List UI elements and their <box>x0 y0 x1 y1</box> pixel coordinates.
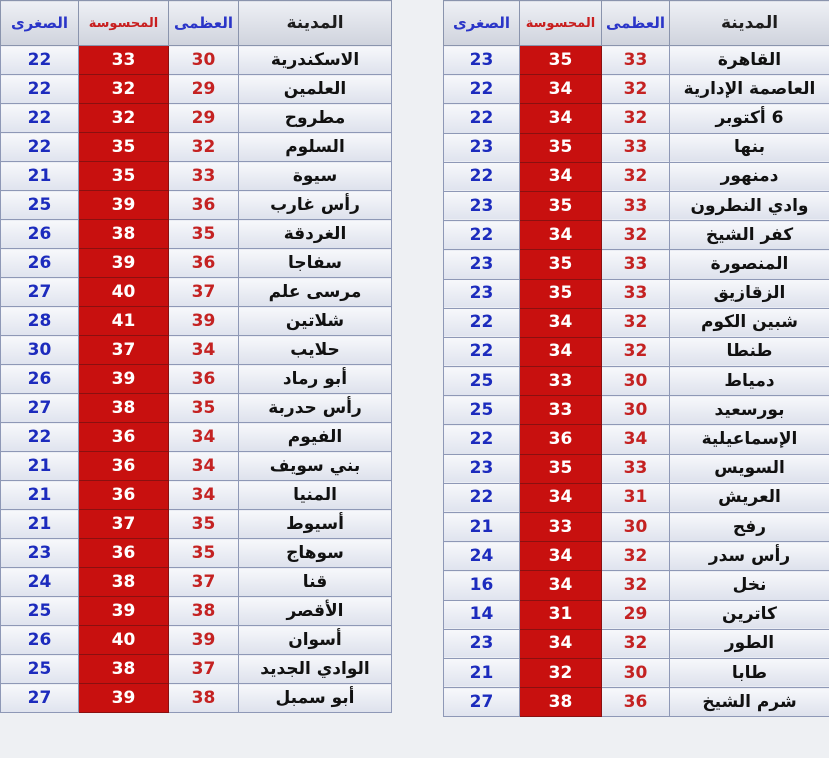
header-feels: المحسوسة <box>520 1 602 46</box>
max-temp-cell: 32 <box>602 571 670 600</box>
feels-like-cell: 33 <box>79 46 169 75</box>
city-name-cell: مرسى علم <box>239 278 392 307</box>
min-temp-cell: 22 <box>1 46 79 75</box>
max-temp-cell: 32 <box>602 75 670 104</box>
feels-like-cell: 38 <box>520 688 602 717</box>
header-max: العظمى <box>169 1 239 46</box>
min-temp-cell: 22 <box>444 308 520 337</box>
table-row <box>444 337 829 366</box>
max-temp-cell: 29 <box>602 600 670 629</box>
max-temp-cell: 34 <box>169 452 239 481</box>
table-row <box>444 104 829 133</box>
feels-like-cell: 33 <box>520 396 602 425</box>
city-name-cell: سفاجا <box>239 249 392 278</box>
min-temp-cell: 23 <box>444 629 520 658</box>
table-row <box>1 394 392 423</box>
min-temp-cell: 23 <box>1 539 79 568</box>
header-min: الصغرى <box>1 1 79 46</box>
feels-like-cell: 34 <box>520 483 602 512</box>
feels-like-cell: 35 <box>79 133 169 162</box>
min-temp-cell: 21 <box>1 481 79 510</box>
header-feels: المحسوسة <box>79 1 169 46</box>
max-temp-cell: 30 <box>602 396 670 425</box>
max-temp-cell: 34 <box>169 336 239 365</box>
city-name-cell: طنطا <box>670 337 829 366</box>
min-temp-cell: 22 <box>1 75 79 104</box>
min-temp-cell: 23 <box>444 191 520 220</box>
city-name-cell: الفيوم <box>239 423 392 452</box>
feels-like-cell: 33 <box>520 367 602 396</box>
header-city: المدينة <box>239 1 392 46</box>
table-row <box>1 684 392 713</box>
table-row <box>444 221 829 250</box>
min-temp-cell: 23 <box>444 250 520 279</box>
table-row <box>444 46 829 75</box>
min-temp-cell: 26 <box>1 220 79 249</box>
right-weather-table <box>443 0 829 717</box>
feels-like-cell: 34 <box>520 162 602 191</box>
city-name-cell: رأس غارب <box>239 191 392 220</box>
city-name-cell: مطروح <box>239 104 392 133</box>
feels-like-cell: 35 <box>520 191 602 220</box>
feels-like-cell: 32 <box>520 658 602 687</box>
city-name-cell: العلمين <box>239 75 392 104</box>
city-name-cell: السلوم <box>239 133 392 162</box>
max-temp-cell: 33 <box>602 46 670 75</box>
min-temp-cell: 26 <box>1 365 79 394</box>
table-row <box>444 542 829 571</box>
feels-like-cell: 35 <box>520 250 602 279</box>
city-name-cell: الوادي الجديد <box>239 655 392 684</box>
max-temp-cell: 35 <box>169 539 239 568</box>
min-temp-cell: 26 <box>1 626 79 655</box>
city-name-cell: قنا <box>239 568 392 597</box>
table-row <box>1 568 392 597</box>
table-row <box>1 539 392 568</box>
table-row <box>1 365 392 394</box>
min-temp-cell: 25 <box>1 191 79 220</box>
city-name-cell: أبو رماد <box>239 365 392 394</box>
min-temp-cell: 22 <box>444 104 520 133</box>
table-row <box>444 250 829 279</box>
left-weather-table <box>0 0 392 713</box>
feels-like-cell: 39 <box>79 191 169 220</box>
table-row <box>1 626 392 655</box>
feels-like-cell: 37 <box>79 336 169 365</box>
feels-like-cell: 36 <box>79 452 169 481</box>
min-temp-cell: 25 <box>444 396 520 425</box>
feels-like-cell: 38 <box>79 568 169 597</box>
max-temp-cell: 33 <box>602 133 670 162</box>
max-temp-cell: 37 <box>169 278 239 307</box>
max-temp-cell: 30 <box>602 513 670 542</box>
min-temp-cell: 28 <box>1 307 79 336</box>
city-name-cell: بنها <box>670 133 829 162</box>
city-name-cell: دمياط <box>670 367 829 396</box>
left-table-body <box>1 46 392 713</box>
header-city: المدينة <box>670 1 829 46</box>
min-temp-cell: 16 <box>444 571 520 600</box>
table-row <box>444 308 829 337</box>
min-temp-cell: 27 <box>1 394 79 423</box>
table-row <box>444 133 829 162</box>
max-temp-cell: 38 <box>169 684 239 713</box>
header-max: العظمى <box>602 1 670 46</box>
min-temp-cell: 22 <box>1 423 79 452</box>
city-name-cell: أبو سمبل <box>239 684 392 713</box>
max-temp-cell: 29 <box>169 104 239 133</box>
city-name-cell: حلايب <box>239 336 392 365</box>
min-temp-cell: 23 <box>444 454 520 483</box>
min-temp-cell: 25 <box>1 597 79 626</box>
min-temp-cell: 22 <box>444 425 520 454</box>
feels-like-cell: 31 <box>520 600 602 629</box>
feels-like-cell: 35 <box>520 133 602 162</box>
table-row <box>444 162 829 191</box>
feels-like-cell: 36 <box>79 481 169 510</box>
max-temp-cell: 32 <box>169 133 239 162</box>
table-row <box>444 688 829 717</box>
city-name-cell: العريش <box>670 483 829 512</box>
city-name-cell: السويس <box>670 454 829 483</box>
table-row <box>1 307 392 336</box>
city-name-cell: القاهرة <box>670 46 829 75</box>
min-temp-cell: 21 <box>444 513 520 542</box>
max-temp-cell: 34 <box>169 423 239 452</box>
max-temp-cell: 33 <box>602 279 670 308</box>
table-row <box>444 658 829 687</box>
city-name-cell: نخل <box>670 571 829 600</box>
feels-like-cell: 41 <box>79 307 169 336</box>
min-temp-cell: 21 <box>1 452 79 481</box>
min-temp-cell: 24 <box>444 542 520 571</box>
table-row <box>444 600 829 629</box>
right-table-body <box>444 46 829 717</box>
table-row <box>1 249 392 278</box>
table-row <box>1 655 392 684</box>
city-name-cell: وادي النطرون <box>670 191 829 220</box>
city-name-cell: بورسعيد <box>670 396 829 425</box>
city-name-cell: 6 أكتوبر <box>670 104 829 133</box>
max-temp-cell: 37 <box>169 568 239 597</box>
feels-like-cell: 38 <box>79 655 169 684</box>
min-temp-cell: 26 <box>1 249 79 278</box>
table-row <box>1 133 392 162</box>
feels-like-cell: 33 <box>520 513 602 542</box>
max-temp-cell: 35 <box>169 510 239 539</box>
city-name-cell: رأس حدربة <box>239 394 392 423</box>
feels-like-cell: 32 <box>79 104 169 133</box>
max-temp-cell: 39 <box>169 307 239 336</box>
feels-like-cell: 34 <box>520 571 602 600</box>
min-temp-cell: 22 <box>1 133 79 162</box>
max-temp-cell: 31 <box>602 483 670 512</box>
min-temp-cell: 22 <box>444 162 520 191</box>
city-name-cell: كاترين <box>670 600 829 629</box>
feels-like-cell: 35 <box>79 162 169 191</box>
feels-like-cell: 34 <box>520 542 602 571</box>
max-temp-cell: 30 <box>602 658 670 687</box>
city-name-cell: أسوان <box>239 626 392 655</box>
max-temp-cell: 38 <box>169 597 239 626</box>
min-temp-cell: 14 <box>444 600 520 629</box>
min-temp-cell: 22 <box>444 337 520 366</box>
city-name-cell: رفح <box>670 513 829 542</box>
city-name-cell: الزقازيق <box>670 279 829 308</box>
max-temp-cell: 33 <box>602 191 670 220</box>
header-row <box>1 1 392 46</box>
max-temp-cell: 30 <box>602 367 670 396</box>
table-row <box>1 481 392 510</box>
max-temp-cell: 32 <box>602 104 670 133</box>
min-temp-cell: 22 <box>444 221 520 250</box>
table-row <box>1 423 392 452</box>
feels-like-cell: 36 <box>520 425 602 454</box>
table-row <box>1 75 392 104</box>
header-min: الصغرى <box>444 1 520 46</box>
city-name-cell: العاصمة الإدارية <box>670 75 829 104</box>
feels-like-cell: 35 <box>520 46 602 75</box>
min-temp-cell: 21 <box>1 162 79 191</box>
table-row <box>1 220 392 249</box>
max-temp-cell: 29 <box>169 75 239 104</box>
max-temp-cell: 37 <box>169 655 239 684</box>
feels-like-cell: 34 <box>520 337 602 366</box>
table-row <box>444 279 829 308</box>
max-temp-cell: 32 <box>602 308 670 337</box>
max-temp-cell: 36 <box>602 688 670 717</box>
min-temp-cell: 23 <box>444 46 520 75</box>
city-name-cell: الغردقة <box>239 220 392 249</box>
feels-like-cell: 39 <box>79 684 169 713</box>
city-name-cell: الأقصر <box>239 597 392 626</box>
table-row <box>444 513 829 542</box>
table-row <box>444 396 829 425</box>
table-row <box>1 162 392 191</box>
min-temp-cell: 27 <box>444 688 520 717</box>
feels-like-cell: 34 <box>520 308 602 337</box>
max-temp-cell: 35 <box>169 220 239 249</box>
table-row <box>444 367 829 396</box>
min-temp-cell: 23 <box>444 133 520 162</box>
max-temp-cell: 32 <box>602 629 670 658</box>
min-temp-cell: 22 <box>444 483 520 512</box>
table-row <box>444 454 829 483</box>
max-temp-cell: 35 <box>169 394 239 423</box>
city-name-cell: المنصورة <box>670 250 829 279</box>
max-temp-cell: 36 <box>169 191 239 220</box>
table-row <box>1 336 392 365</box>
feels-like-cell: 36 <box>79 539 169 568</box>
city-name-cell: الطور <box>670 629 829 658</box>
table-row <box>1 597 392 626</box>
feels-like-cell: 35 <box>520 279 602 308</box>
max-temp-cell: 33 <box>602 454 670 483</box>
city-name-cell: كفر الشيخ <box>670 221 829 250</box>
feels-like-cell: 34 <box>520 629 602 658</box>
min-temp-cell: 23 <box>444 279 520 308</box>
table-row <box>444 191 829 220</box>
max-temp-cell: 34 <box>602 425 670 454</box>
city-name-cell: شلاتين <box>239 307 392 336</box>
max-temp-cell: 32 <box>602 221 670 250</box>
min-temp-cell: 25 <box>444 367 520 396</box>
max-temp-cell: 33 <box>169 162 239 191</box>
feels-like-cell: 38 <box>79 220 169 249</box>
city-name-cell: رأس سدر <box>670 542 829 571</box>
min-temp-cell: 24 <box>1 568 79 597</box>
feels-like-cell: 40 <box>79 626 169 655</box>
min-temp-cell: 21 <box>444 658 520 687</box>
max-temp-cell: 32 <box>602 162 670 191</box>
table-row <box>444 571 829 600</box>
feels-like-cell: 34 <box>520 104 602 133</box>
city-name-cell: دمنهور <box>670 162 829 191</box>
min-temp-cell: 27 <box>1 684 79 713</box>
max-temp-cell: 32 <box>602 337 670 366</box>
max-temp-cell: 36 <box>169 365 239 394</box>
feels-like-cell: 37 <box>79 510 169 539</box>
max-temp-cell: 39 <box>169 626 239 655</box>
min-temp-cell: 22 <box>444 75 520 104</box>
max-temp-cell: 33 <box>602 250 670 279</box>
feels-like-cell: 39 <box>79 365 169 394</box>
city-name-cell: طابا <box>670 658 829 687</box>
table-row <box>1 104 392 133</box>
table-row <box>444 75 829 104</box>
feels-like-cell: 32 <box>79 75 169 104</box>
city-name-cell: سيوة <box>239 162 392 191</box>
feels-like-cell: 40 <box>79 278 169 307</box>
max-temp-cell: 34 <box>169 481 239 510</box>
city-name-cell: المنيا <box>239 481 392 510</box>
feels-like-cell: 34 <box>520 221 602 250</box>
feels-like-cell: 39 <box>79 249 169 278</box>
city-name-cell: أسيوط <box>239 510 392 539</box>
header-row <box>444 1 829 46</box>
table-row <box>1 452 392 481</box>
max-temp-cell: 32 <box>602 542 670 571</box>
table-row <box>1 191 392 220</box>
city-name-cell: بني سويف <box>239 452 392 481</box>
max-temp-cell: 30 <box>169 46 239 75</box>
table-row <box>444 629 829 658</box>
min-temp-cell: 21 <box>1 510 79 539</box>
feels-like-cell: 38 <box>79 394 169 423</box>
table-row <box>1 510 392 539</box>
city-name-cell: شبين الكوم <box>670 308 829 337</box>
min-temp-cell: 25 <box>1 655 79 684</box>
city-name-cell: الإسماعيلية <box>670 425 829 454</box>
city-name-cell: سوهاج <box>239 539 392 568</box>
feels-like-cell: 39 <box>79 597 169 626</box>
table-row <box>444 425 829 454</box>
table-row <box>1 46 392 75</box>
table-row <box>444 483 829 512</box>
city-name-cell: شرم الشيخ <box>670 688 829 717</box>
city-name-cell: الاسكندرية <box>239 46 392 75</box>
feels-like-cell: 36 <box>79 423 169 452</box>
feels-like-cell: 34 <box>520 75 602 104</box>
table-row <box>1 278 392 307</box>
min-temp-cell: 27 <box>1 278 79 307</box>
min-temp-cell: 22 <box>1 104 79 133</box>
feels-like-cell: 35 <box>520 454 602 483</box>
max-temp-cell: 36 <box>169 249 239 278</box>
min-temp-cell: 30 <box>1 336 79 365</box>
